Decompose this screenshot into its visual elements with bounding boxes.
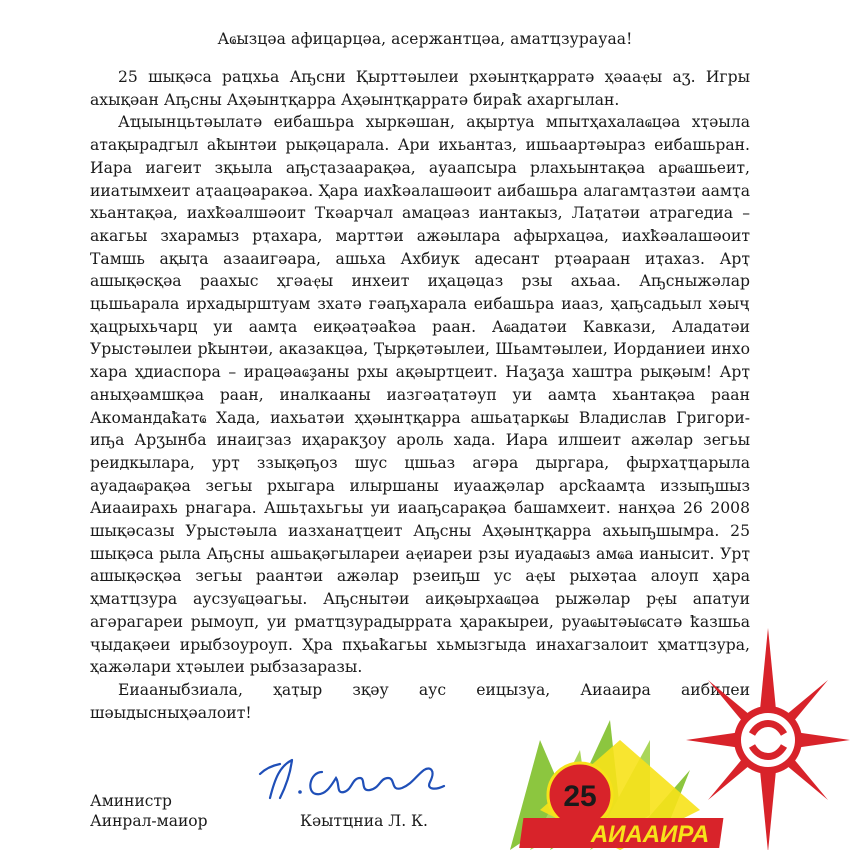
signature-scrawl: [240, 748, 460, 808]
signature-name: Кәытҵниа Л. К.: [300, 812, 428, 830]
anniversary-number: 25: [563, 780, 597, 813]
anniversary-badge: [500, 700, 740, 850]
letter-greeting: Аҩызцәа афицарцәа, асержантцәа, аматҵзурауаа!: [217, 30, 633, 48]
letter-paragraph: Еиааныбзиала, ҳаҭыр зқәу аус еицызуа, Аиааира аибилеи шәыдысныҳәалоит!: [90, 680, 750, 722]
letter-paragraph: 25 шықәса раҵхьа Аҧсни Қырттәылеи рхәынҭқарратә ҳәааҿы аӡ. Игры ахықәан Аҧсны Аҳәынҭқарра Аҳәынҭқарратә бираҟ ахаргылан.: [90, 68, 750, 109]
signature-rank: Аинрал-маиор: [90, 812, 208, 830]
signature-role: Аминистр: [90, 792, 172, 810]
letter-body: [90, 66, 750, 724]
letter-paragraph: Аҵыынцьтәылатә еибашьра хыркәшан, ақыртуа мпытҳахалаҩцәа хҭәыла атақырадгыл аҟынтәи рықәцарала. Ари ихьантаз, ишьаартәыраз еибашьран. Иара иагеит зқьыла аҧсҭазаарақәа, ауаапсыра рлахьынтақәа арҩашьеит, ииатымхеит аҭаацәаракәа. Ҳара иахҟәалашәоит аибашьра алагамҭазтәи аамҭа хьантақәа, иахҟәалшәоит Ткәарчал амацәаз иантакыз, Лаҭатәи атрагедиа – акагьы зхарамыз рҭахара, марттәи ажәылара афырхацәа, иахҟәалашәоит Тамшь ақыҭа азааигәара, ашьха Ахбиук адесант рҭәараан иҭахаз. Арҭ ашықәсқәа раахыс ҳгәаҿы инхеит иҳацәцаз рзы ахьаа. Аҧсныжәлар цьшьарала ирхадырштуам зхатә гәаҧхарала еибашьра иааз, ҳаҧсадьыл хәыҷ ҳацрыхьчарц уи аамҭа еиқәаҭәаҟәа раан. Аҩадатәи Кавкази, Аладатәи Урыстәылеи рҟынтәи, аказакцәа, Ҭырқәтәылеи, Шьамтәылеи, Иорданиеи инхо хара ҳдиаспора – ирацәаҩҙаны рхы ақәыртцеит. Наӡаӡа хаштра рықәым! Арҭ аныҳәамшқәа раан, иналкааны иазгәаҭатәуп уи аамҭа хьантақәа раан Акомандаҟатҩ Хада, иахьатәи ҳҳәынҭқарра ашьаҭаркҩы Владислав Григори-иҧа Арӡынба инаиӷзаз иҳаракӡоу ароль хада. Иара илшеит ажәлар зегьы реидкылара, урҭ ззықәҧоз шус цшьаз агәра дыргара, фырхаҭҵарыла ауадаҩрақәа зегьы рхыгара илыршаны иуааҗәлар арсҟаамҭа иззыҧшыз Аиааирахь рнагара. Ашьҭахьгьы уи иааҧсарақәа башамхеит. нанҳәа 26 2008 шықәсазы Урыстәыла иазханаҭҵеит Аҧсны Аҳәынҭқарра ахьыҧшымра. 25 шықәса рыла Аҧсны ашьақәгылареи аҿиареи рзы иуадаҩыз амҩа ианысит. Урҭ ашықәсқәа зегьы раантәи ажәлар рзеиҧш ус аҿы рыхәҭаа алоуп ҳара ҳматҵзура аусзуҩцәагьы. Аҧснытәи аиқәырхаҩцәа рыжәлар рҿы апатуи агәрагареи рымоуп, уи рматҵзурадыррата ҳаракыреи, руаҩытәыҩсатә ҟазшьа ҷыдақәеи ирыбзоуроуп. Ҳра пҳьаҟагьы хьмызгыда инахагзалоит ҳматҵзура, ҳажәлари хҭәылеи рыбзазаразы.: [90, 113, 750, 677]
anniversary-label: АИААИРА: [590, 821, 710, 848]
